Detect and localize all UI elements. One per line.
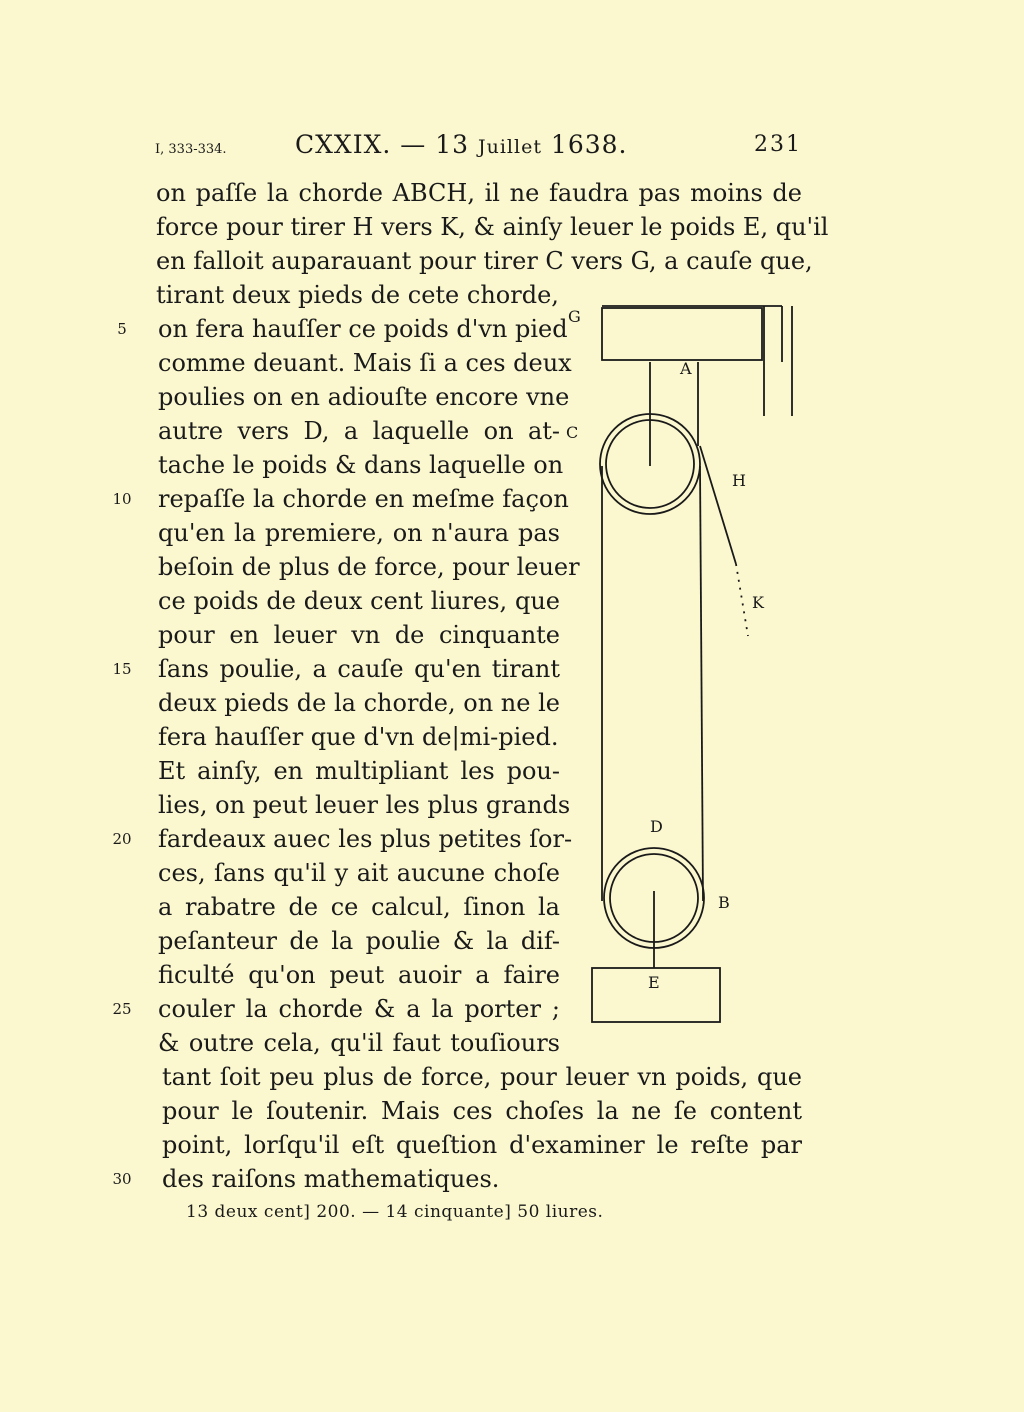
pull-rope-k: [736, 564, 748, 636]
line-number: 10: [112, 490, 132, 508]
volume-reference: I, 333-334.: [155, 142, 227, 157]
text-line-content: ſans poulie, a cauſe qu'en tirant: [158, 655, 560, 683]
line-number: 25: [112, 1000, 132, 1018]
line-number: 20: [112, 830, 132, 848]
text-line-content: comme deuant. Mais ſi a ces deux: [158, 349, 572, 377]
text-line-content: en falloit auparauant pour tirer C vers G, a cauſe que,: [156, 247, 813, 275]
text-line-content: tant ſoit peu plus de force, pour leuer vn poids, que: [162, 1063, 802, 1091]
label-c: C: [566, 423, 579, 442]
text-line-content: & outre cela, qu'il faut touſiours: [158, 1029, 560, 1057]
text-line-content: ficulté qu'on peut auoir a faire: [158, 961, 560, 989]
text-line-content: a rabatre de ce calcul, ſinon la: [158, 893, 560, 921]
line-number: 5: [117, 320, 127, 338]
text-line-content: beſoin de plus de force, pour leuer: [158, 553, 580, 581]
text-line-content: force pour tirer H vers K, & ainſy leuer le poids E, qu'il: [156, 213, 829, 241]
label-g: G: [568, 307, 581, 326]
label-k: K: [752, 593, 764, 612]
text-line-content: ce poids de deux cent liures, que: [158, 587, 560, 615]
lower-pulley: [604, 848, 704, 968]
text-line-content: poulies on en adiouſte encore vne: [158, 383, 570, 411]
text-line-content: on fera hauſſer ce poids d'vn pied: [158, 315, 568, 343]
pull-rope-h: [700, 446, 736, 564]
text-line-content: qu'en la premiere, on n'aura pas: [158, 519, 560, 547]
label-e: E: [648, 973, 660, 992]
text-line-content: pour le ſoutenir. Mais ces choſes la ne ſe content: [162, 1097, 802, 1125]
text-line-content: point, lorſqu'il eſt queſtion d'examiner le reſte par: [162, 1131, 802, 1159]
label-b: B: [718, 893, 730, 912]
text-line-content: couler la chorde & a la porter ;: [158, 995, 560, 1023]
text-line-content: on paſſe la chorde ABCH, il ne faudra pas moins de: [156, 179, 802, 207]
text-line-content: tache le poids & dans laquelle on: [158, 451, 564, 479]
page-number: 231: [754, 132, 802, 157]
text-line-content: repaſſe la chorde en meſme façon: [158, 485, 569, 513]
line-number: 30: [112, 1170, 132, 1188]
text-line-content: tirant deux pieds de cete chorde,: [156, 281, 559, 309]
rope-right: [700, 466, 703, 901]
text-line-content: des raiſons mathematiques.: [162, 1165, 500, 1193]
text-line-content: deux pieds de la chorde, on ne le: [158, 689, 560, 717]
letter-heading-main: CXXIX. — 13: [295, 130, 478, 159]
label-h: H: [732, 471, 746, 490]
letter-heading: [295, 130, 628, 159]
text-line-content: fardeaux auec les plus petites ſor-: [158, 825, 573, 853]
letter-heading-year: 1638.: [541, 130, 628, 159]
text-line-content: pour en leuer vn de cinquante: [158, 621, 560, 649]
text-line-content: Et ainſy, en multipliant les pou-: [158, 757, 560, 785]
footnote: 13 deux cent] 200. — 14 cinquante] 50 liures.: [186, 1202, 604, 1222]
pulley-figure: [560, 296, 810, 1036]
label-d: D: [650, 817, 663, 836]
text-line-content: autre vers D, a laquelle on at-: [158, 417, 560, 445]
line-number: 15: [112, 660, 132, 678]
running-head: [0, 130, 1024, 164]
text-line-content: ces, ſans qu'il y ait aucune choſe: [158, 859, 560, 887]
ceiling-beam: [602, 306, 792, 416]
label-a: A: [680, 359, 692, 378]
text-line-content: lies, on peut leuer les plus grands: [158, 791, 571, 819]
letter-heading-month: Juillet: [478, 136, 542, 158]
text-line-content: peſanteur de la poulie & la dif-: [158, 927, 560, 955]
text-line-content: fera hauſſer que d'vn de|mi-pied.: [158, 723, 559, 751]
